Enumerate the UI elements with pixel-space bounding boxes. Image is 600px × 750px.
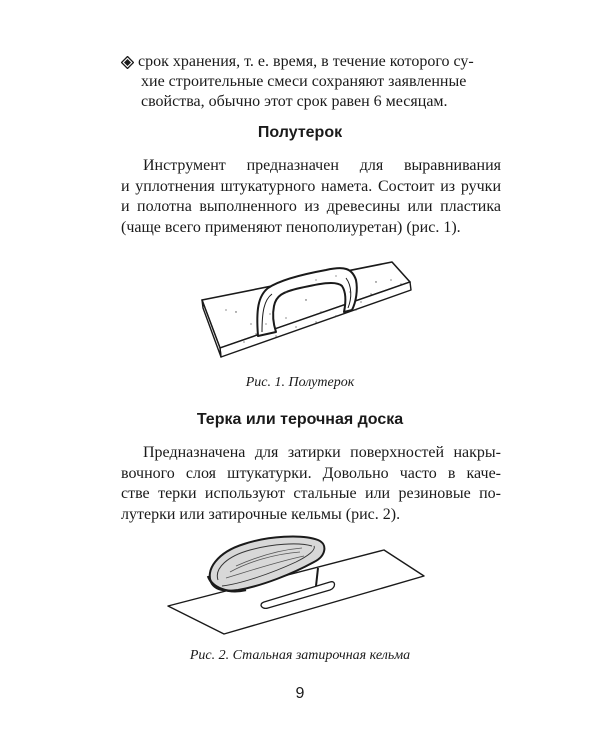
float-trowel-illustration [196, 252, 418, 370]
figure-caption: Рис. 2. Стальная затирочная кельма [189, 648, 411, 663]
bullet-item [121, 52, 501, 112]
section-heading-terka: Терка или терочная доска [196, 411, 404, 428]
paragraph-terka [121, 443, 501, 525]
paragraph-line: Инструмент предназначен для выравнивания [143, 157, 501, 174]
paragraph-line: и полотна выполненного из древесины или пластика [121, 198, 501, 215]
section-heading-polyterok: Полутерок [257, 124, 343, 141]
figure-caption: Рис. 1. Полутерок [245, 375, 355, 390]
paragraph-line: и уплотнения штукатурного намета. Состоит из ручки [121, 177, 501, 195]
bullet-line: свойства, обычно этот срок равен 6 месяцам. [141, 93, 448, 110]
page-number: 9 [295, 685, 305, 702]
steel-trowel-illustration [166, 528, 426, 636]
bullet-line: срок хранения, т. е. время, в течение которого су- [138, 53, 474, 70]
diamond-bullet-icon [121, 56, 134, 69]
paragraph-polyterok [121, 156, 501, 238]
paragraph-line: (чаще всего применяют пенополиуретан) (рис. 1). [121, 218, 461, 236]
paragraph-line: вочного слоя штукатурки. Довольно часто в каче- [121, 464, 501, 482]
paragraph-line: стве терки используют стальные или резиновые по- [121, 485, 501, 502]
paragraph-line: лутерки или затирочные кельмы (рис. 2). [121, 505, 401, 523]
bullet-line: хие строительные смеси сохраняют заявленные [141, 73, 467, 90]
paragraph-line: Предназначена для затирки поверхностей накры- [143, 444, 501, 461]
